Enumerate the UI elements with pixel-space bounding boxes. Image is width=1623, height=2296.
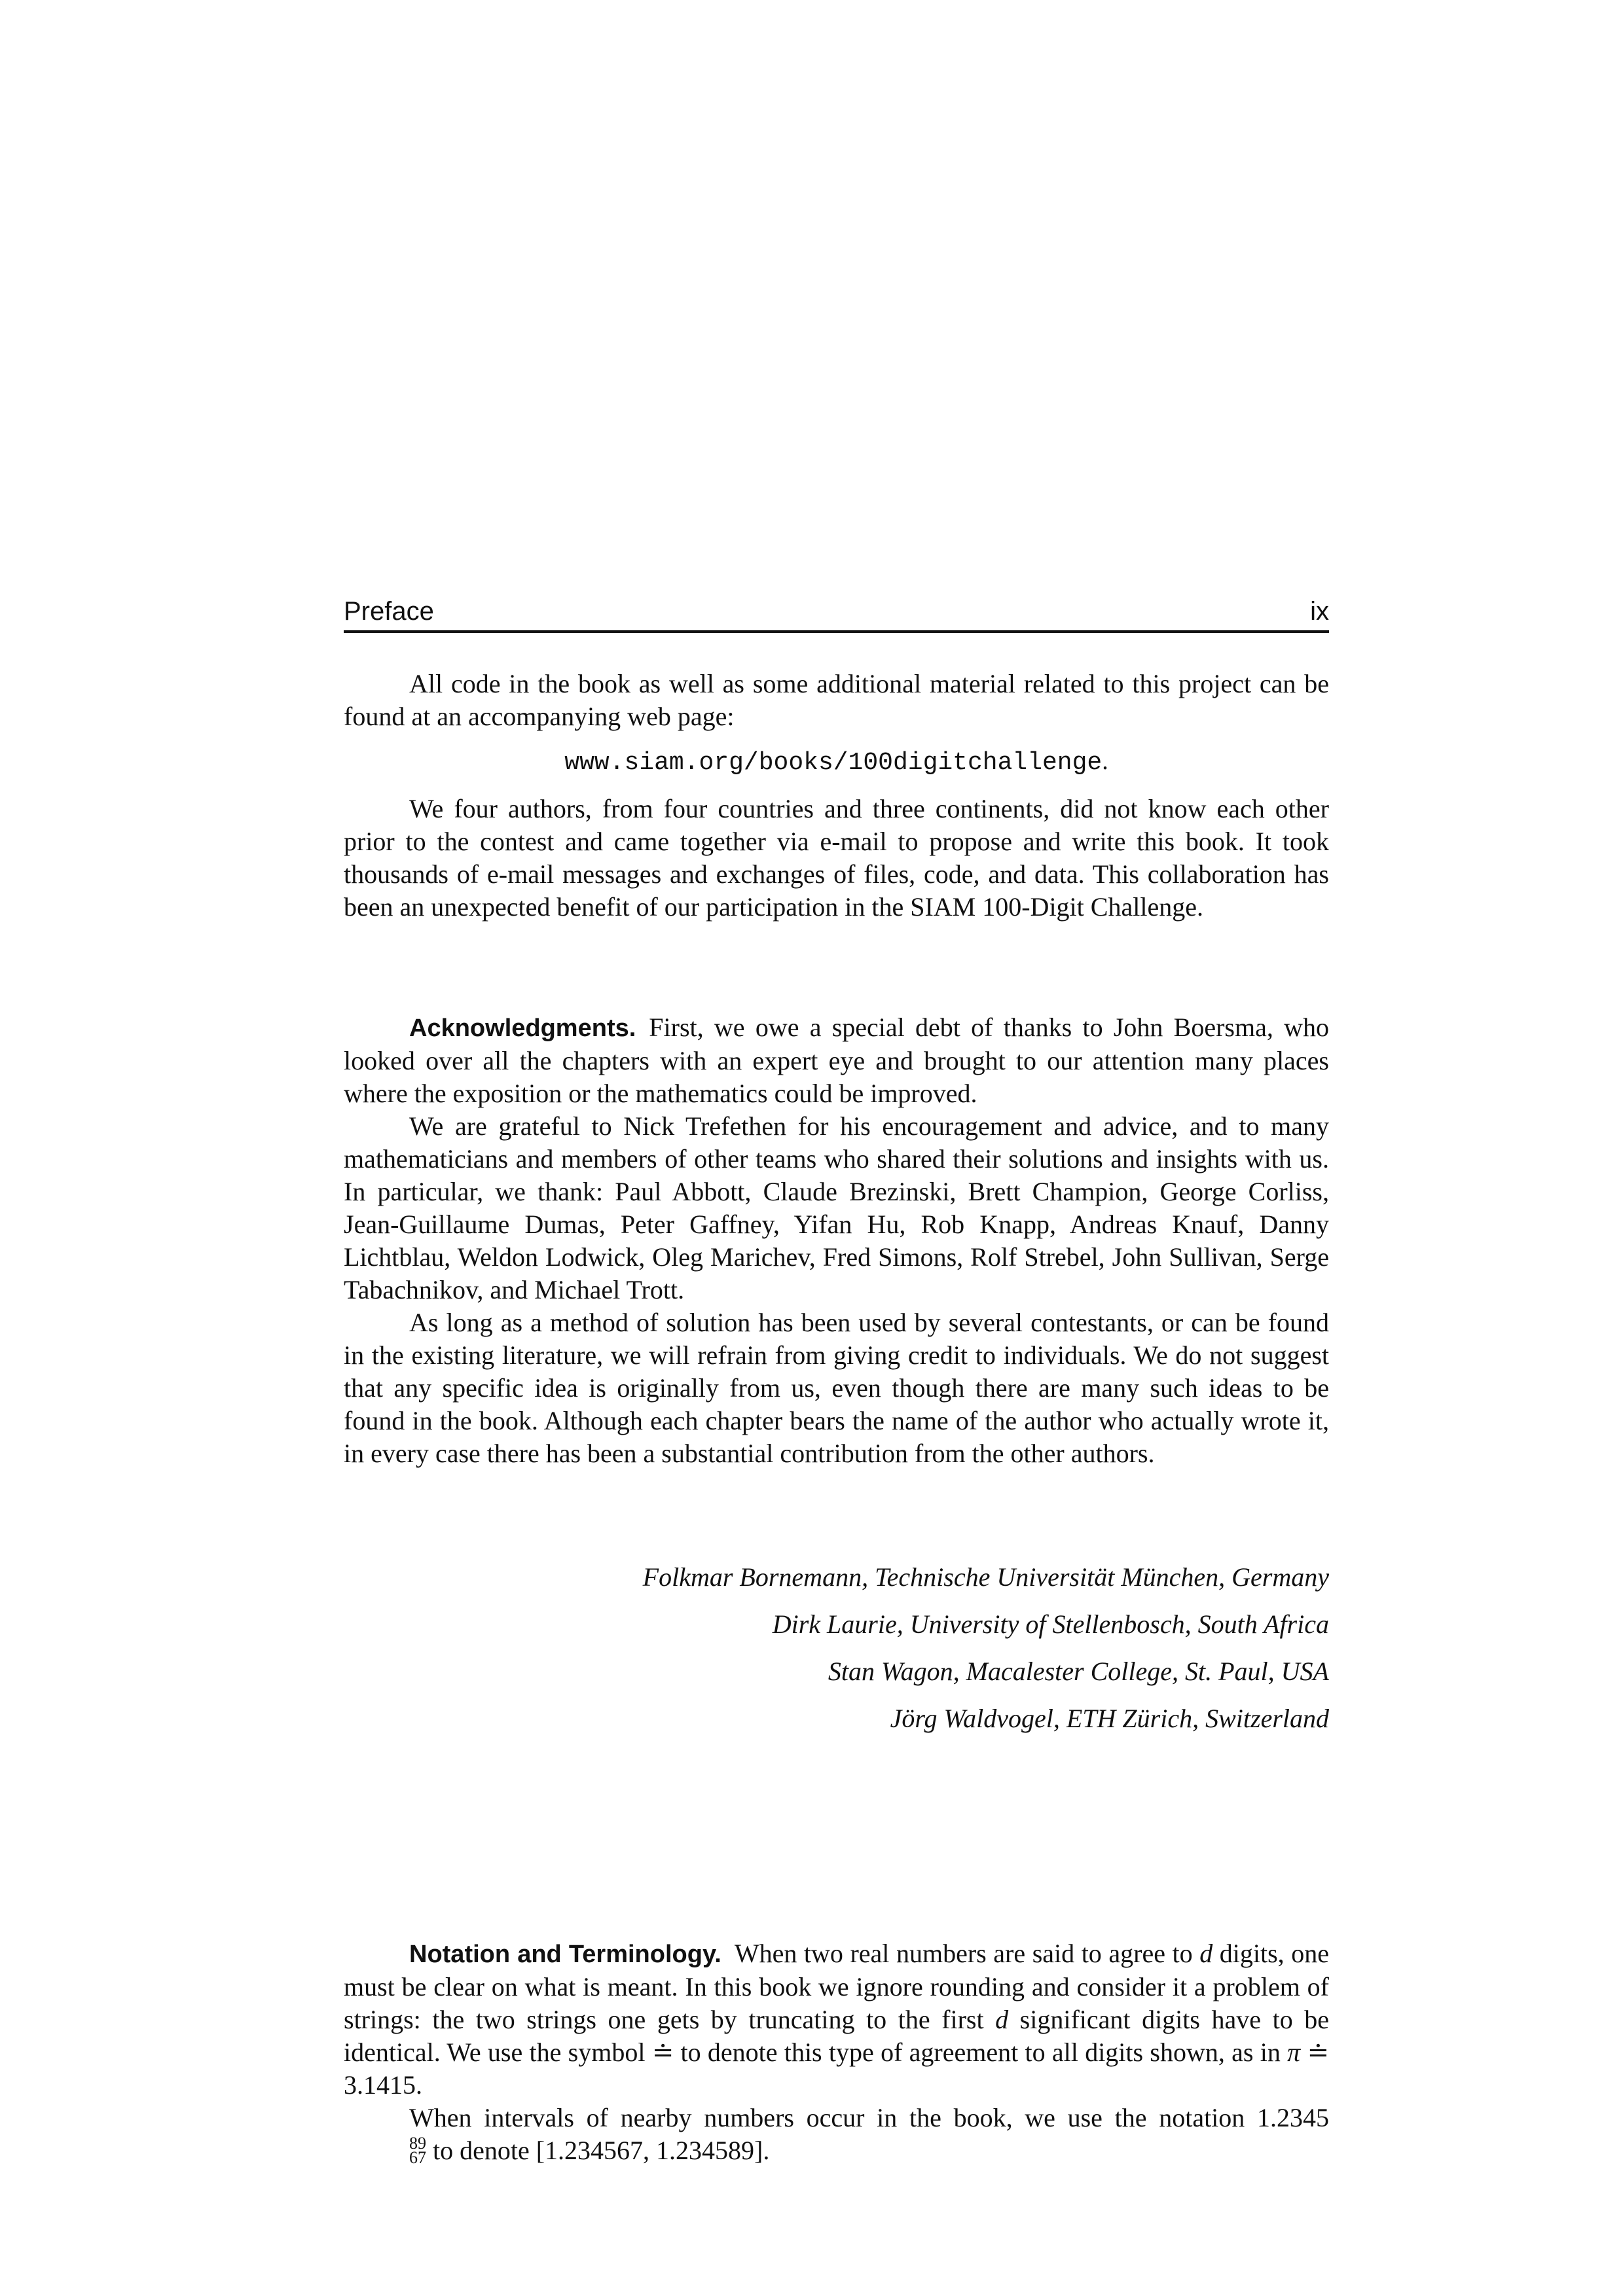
notation-p2-text-b: to denote [1.234567, 1.234589]. [426,2136,770,2165]
acknowledgments-section [344,1011,1329,1470]
notation-p2-text-a: When intervals of nearby numbers occur in the book, we use the notation [409,2103,1257,2132]
web-page-url-line [344,745,1329,780]
signature-waldvogel: Jörg Waldvogel, ETH Zürich, Switzerland [890,1704,1329,1733]
url-period: . [1102,747,1108,775]
notation-paragraph-2 [344,2102,1329,2168]
header-rule [344,630,1329,633]
web-page-url[interactable]: www.siam.org/books/100digitchallenge [564,749,1103,777]
signature-laurie: Dirk Laurie, University of Stellenbosch, South Africa [772,1609,1329,1639]
acknowledgments-paragraph-1 [344,1011,1329,1110]
acknowledgments-paragraph-3: As long as a method of solution has been used by several contestants, or can be found in the existing literature, we will refrain from giving credit to individuals. We do not suggest that any specific idea is originally from us, even though there are many such ideas to be found in the book. Although each chapter bears the name of the author who actually wrote it, in every case there has been a substantial contribution from the other authors. [344,1308,1329,1468]
running-head-title: Preface [344,597,434,626]
notation-text-a: When two real numbers are said to agree to [734,1939,1200,1968]
intro-paragraph-2: We four authors, from four countries and three continents, did not know each other prior to the contest and came together via e-mail to propose and write this book. It took thousands of e-mail messages and exchanges of files, code, and data. This collaboration has been an unexpected benefit of our participation in the SIAM 100-Digit Challenge. [344,794,1329,922]
variable-d: d [1199,1939,1213,1968]
interval-lower: 67 [409,2147,426,2167]
interval-base: 1.2345 [1257,2103,1329,2132]
notation-text-b: digits, one must be clear on what is meant. In this book we ignore rounding and consider it a problem of strings: the two strings one gets by truncating to the first [344,1939,1329,2034]
acknowledgments-heading: Acknowledgments. [409,1014,636,1042]
signature-bornemann: Folkmar Bornemann, Technische Universität München, Germany [642,1562,1329,1592]
interval-digits [344,2133,426,2167]
notation-text-d: ≐ 3.1415. [344,2037,1329,2100]
page-number: ix [1310,597,1329,626]
notation-heading: Notation and Terminology. [409,1941,721,1968]
acknowledgments-paragraph-1-text: First, we owe a special debt of thanks to John Boersma, who looked over all the chapters with an expert eye and brought to our attention many places where the exposition or the mathematics could be improved. [344,1013,1329,1108]
running-head [344,592,1329,632]
intro-section [344,668,1329,924]
notation-paragraph-1 [344,1937,1329,2102]
acknowledgments-paragraph-2: We are grateful to Nick Trefethen for his encouragement and advice, and to many mathematicians and members of other teams who shared their solutions and insights with us. In particular, we thank: Paul Abbott, Claude Brezinski, Brett Champion, George Corliss, Jean-Guillaume Dumas, Peter Gaffney, Yifan Hu, Rob Knapp, Andreas Knauf, Danny Lichtblau, Weldon Lodwick, Oleg Marichev, Fred Simons, Rolf Strebel, John Sullivan, Serge Tabachnikov, and Michael Trott. [344,1111,1329,1304]
pi-symbol: π [1287,2037,1301,2067]
intro-paragraph-1: All code in the book as well as some additional material related to this project can be found at an accompanying web page: [344,669,1329,731]
variable-d: d [995,2005,1009,2034]
notation-text-c: significant digits have to be identical. We use the symbol ≐ to denote this type of agreement to all digits shown, as in [344,2005,1329,2067]
author-signatures [344,1561,1329,1735]
notation-section [344,1937,1329,2168]
interval-upper: 89 [409,2133,426,2153]
signature-wagon: Stan Wagon, Macalester College, St. Paul, USA [828,1657,1329,1686]
